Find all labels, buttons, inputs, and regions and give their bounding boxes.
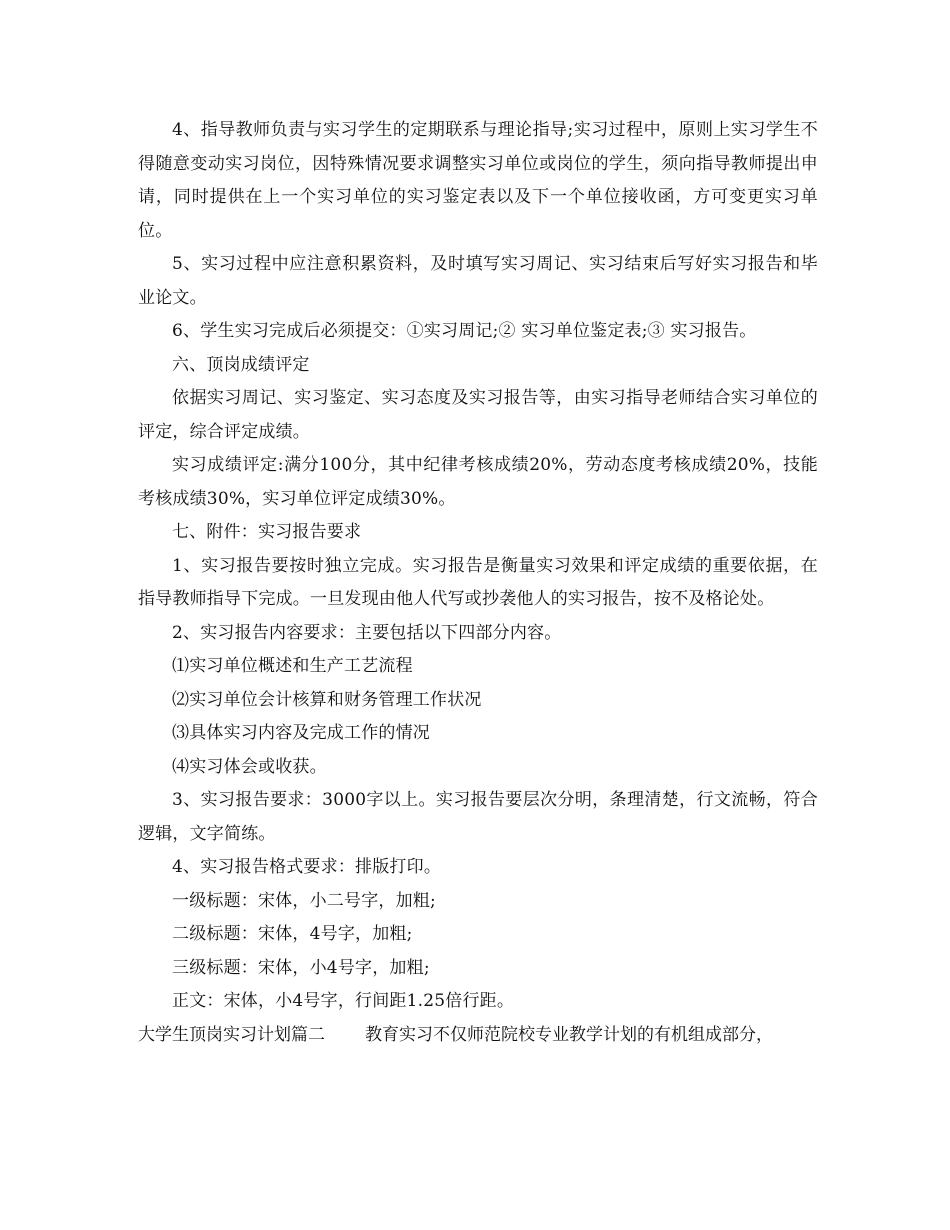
paragraph: 2、实习报告内容要求：主要包括以下四部分内容。 <box>172 622 562 643</box>
spacer <box>325 1019 365 1053</box>
format-rule: 二级标题：宋体，4号字，加粗; <box>172 924 413 944</box>
list-item: ⑴实习单位概述和生产工艺流程 <box>172 656 413 676</box>
paragraph: 依据实习周记、实习鉴定、实习态度及实习报告等，由实习指导老师结合实习单位的评定，综合评定成绩。 <box>138 388 818 442</box>
paragraph: 5、实习过程中应注意积累资料，及时填写实习周记、实习结束后写好实习报告和毕业论文。 <box>138 254 818 308</box>
paragraph: 4、实习报告格式要求：排版打印。 <box>172 857 442 877</box>
paragraph: 6、学生实习完成后必须提交：①实习周记;② 实习单位鉴定表;③ 实习报告。 <box>172 321 757 341</box>
format-rule: 三级标题：宋体，小4号字，加粗; <box>172 957 430 978</box>
chapter-heading: 大学生顶岗实习计划篇二 <box>138 1024 325 1045</box>
paragraph: 实习成绩评定:满分100分，其中纪律考核成绩20%，劳动态度考核成绩20%，技能考核成绩30%，实习单位评定成绩30%。 <box>138 455 818 509</box>
paragraph: 4、指导教师负责与实习学生的定期联系与理论指导;实习过程中，原则上实习学生不得随意变动实习岗位，因特殊情况要求调整实习单位或岗位的学生，须向指导教师提出申请，同时提供在上一个实习单位的实习鉴定表以及下一个单位接收函，方可变更实习单位。 <box>138 120 818 241</box>
format-rule: 正文：宋体，小4号字，行间距1.25倍行距。 <box>172 991 515 1011</box>
paragraph: 1、实习报告要按时独立完成。实习报告是衡量实习效果和评定成绩的重要依据，在指导教师指导下完成。一旦发现由他人代写或抄袭他人的实习报告，按不及格论处。 <box>138 555 818 609</box>
section-heading: 七、附件：实习报告要求 <box>172 522 362 542</box>
section-heading: 六、顶岗成绩评定 <box>172 354 310 375</box>
list-item: ⑷实习体会或收获。 <box>172 756 327 777</box>
list-item: ⑶具体实习内容及完成工作的情况 <box>172 723 430 743</box>
paragraph: 3、实习报告要求：3000字以上。实习报告要层次分明，条理清楚，行文流畅，符合逻辑，文字简练。 <box>138 790 818 844</box>
format-rule: 一级标题：宋体，小二号字，加粗; <box>172 890 436 911</box>
list-item: ⑵实习单位会计核算和财务管理工作状况 <box>172 689 482 710</box>
chapter-start-line <box>138 1019 818 1053</box>
chapter-text: 教育实习不仅师范院校专业教学计划的有机组成部分， <box>365 1024 773 1045</box>
document-body <box>138 114 818 1052</box>
